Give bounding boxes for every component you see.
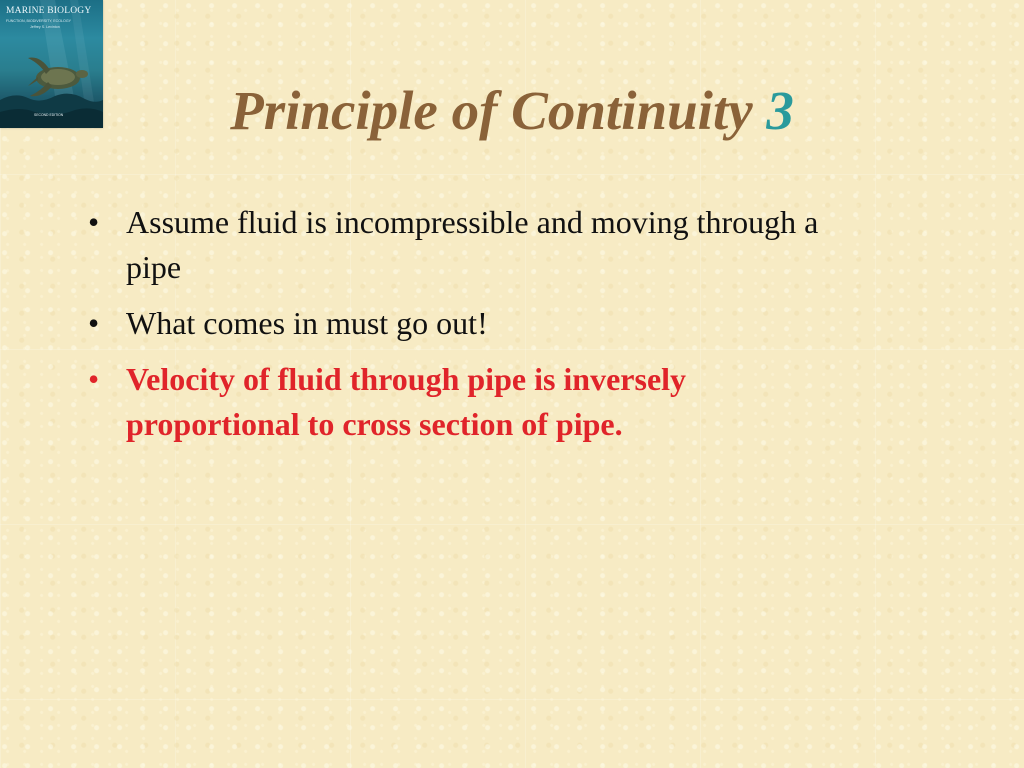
bullet-marker: • (88, 305, 100, 341)
bullet-item-emphasis (88, 357, 848, 447)
bullet-text: Velocity of fluid through pipe is inversely proportional to cross section of pipe. (126, 361, 687, 442)
book-cover-edition: SECOND EDITION (34, 113, 64, 117)
slide-title (0, 78, 1024, 144)
bullet-item (88, 200, 848, 290)
slide-title-text: Principle of Continuity (230, 80, 753, 141)
book-cover-subtitle: FUNCTION, BIODIVERSITY, ECOLOGY (6, 19, 72, 23)
book-cover-title: MARINE BIOLOGY (6, 6, 92, 16)
bullet-text: Assume fluid is incompressible and moving through a pipe (126, 204, 819, 285)
bullet-text: What comes in must go out! (126, 305, 488, 341)
bullet-marker: • (88, 204, 100, 240)
slide-title-number: 3 (766, 80, 794, 141)
bullet-list (88, 200, 848, 458)
book-cover-author: Jeffrey S. Levinton (30, 25, 60, 29)
bullet-item (88, 301, 848, 346)
bullet-marker: • (88, 361, 100, 397)
